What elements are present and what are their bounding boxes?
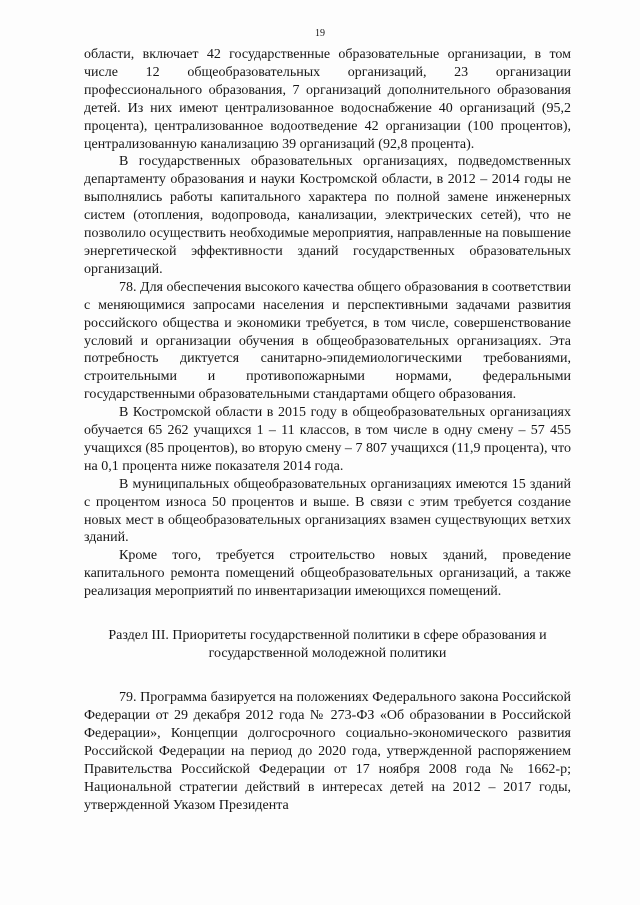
section-heading-line-1: Раздел III. Приоритеты государственной политики в сфере образования и — [108, 628, 547, 644]
paragraph-79-program-basis: 79. Программа базируется на положениях Федерального закона Российской Федерации от 29 декабря 2012 года № 273-ФЗ «Об образовании в Российской Федерации», Концепции долгосрочного социально-экономического развития Российской Федерации на период до 2020 года, утвержденной распоряжением Правительства Российской Федерации от 17 ноября 2008 года № 1662-р; Национальной стратегии действий в интересах детей на 2012 – 2017 годы, утвержденной Указом Президента — [84, 690, 571, 813]
section-heading — [84, 627, 571, 663]
paragraph-worn-buildings: В муниципальных общеобразовательных организациях имеются 15 зданий с процентом износа 50 процентов и выше. В связи с этим требуется создание новых мест в общеобразовательных организациях взамен существующих ветхих зданий. — [84, 476, 571, 546]
paragraph-water-supply: области, включает 42 государственные образовательные организации, в том числе 12 общеобразовательных организаций, 23 организации профессионального образования, 7 организаций дополнительного образования детей. Из них имеют централизованное водоснабжение 40 организаций (95,2 процента), централизованное водоотведение 42 организации (100 процентов), централизованную канализацию 39 организаций (92,8 процента). — [84, 47, 571, 152]
page-number: 19 — [315, 28, 325, 39]
paragraph-capital-repairs: В государственных образовательных организациях, подведомственных департаменту образования и науки Костромской области, в 2012 – 2014 годы не выполнялись работы капитального характера по полной замене инженерных систем (отопления, водопровода, канализации, электрических сетей), что не позволило осуществить необходимые мероприятия, направленные на повышение энергетической эффективности зданий государственных образовательных организаций. — [84, 154, 571, 277]
paragraph-78-quality-education: 78. Для обеспечения высокого качества общего образования в соответствии с меняющимися запросами населения и перспективными задачами развития российского общества и экономики требуется, в том числе, совершенствование условий и организации обучения в общеобразовательных организациях. Эта потребность диктуется санитарно-эпидемиологическими требованиями, строительными и противопожарными нормами, федеральными государственными образовательными стандартами общего образования. — [84, 279, 571, 403]
paragraph-student-shifts: В Костромской области в 2015 году в общеобразовательных организациях обучается 65 262 учащихся 1 – 11 классов, в том числе в одну смену – 57 455 учащихся (85 процентов), во вторую смену – 7 807 учащихся (11,9 процента), что на 0,1 процента ниже показателя 2014 года. — [84, 405, 571, 474]
document-body — [84, 46, 571, 814]
paragraph-new-construction: Кроме того, требуется строительство новых зданий, проведение капитального ремонта помещений общеобразовательных организаций, а также реализация мероприятий по инвентаризации имеющихся помещений. — [84, 548, 571, 600]
section-heading-line-2: государственной молодежной политики — [208, 646, 447, 662]
